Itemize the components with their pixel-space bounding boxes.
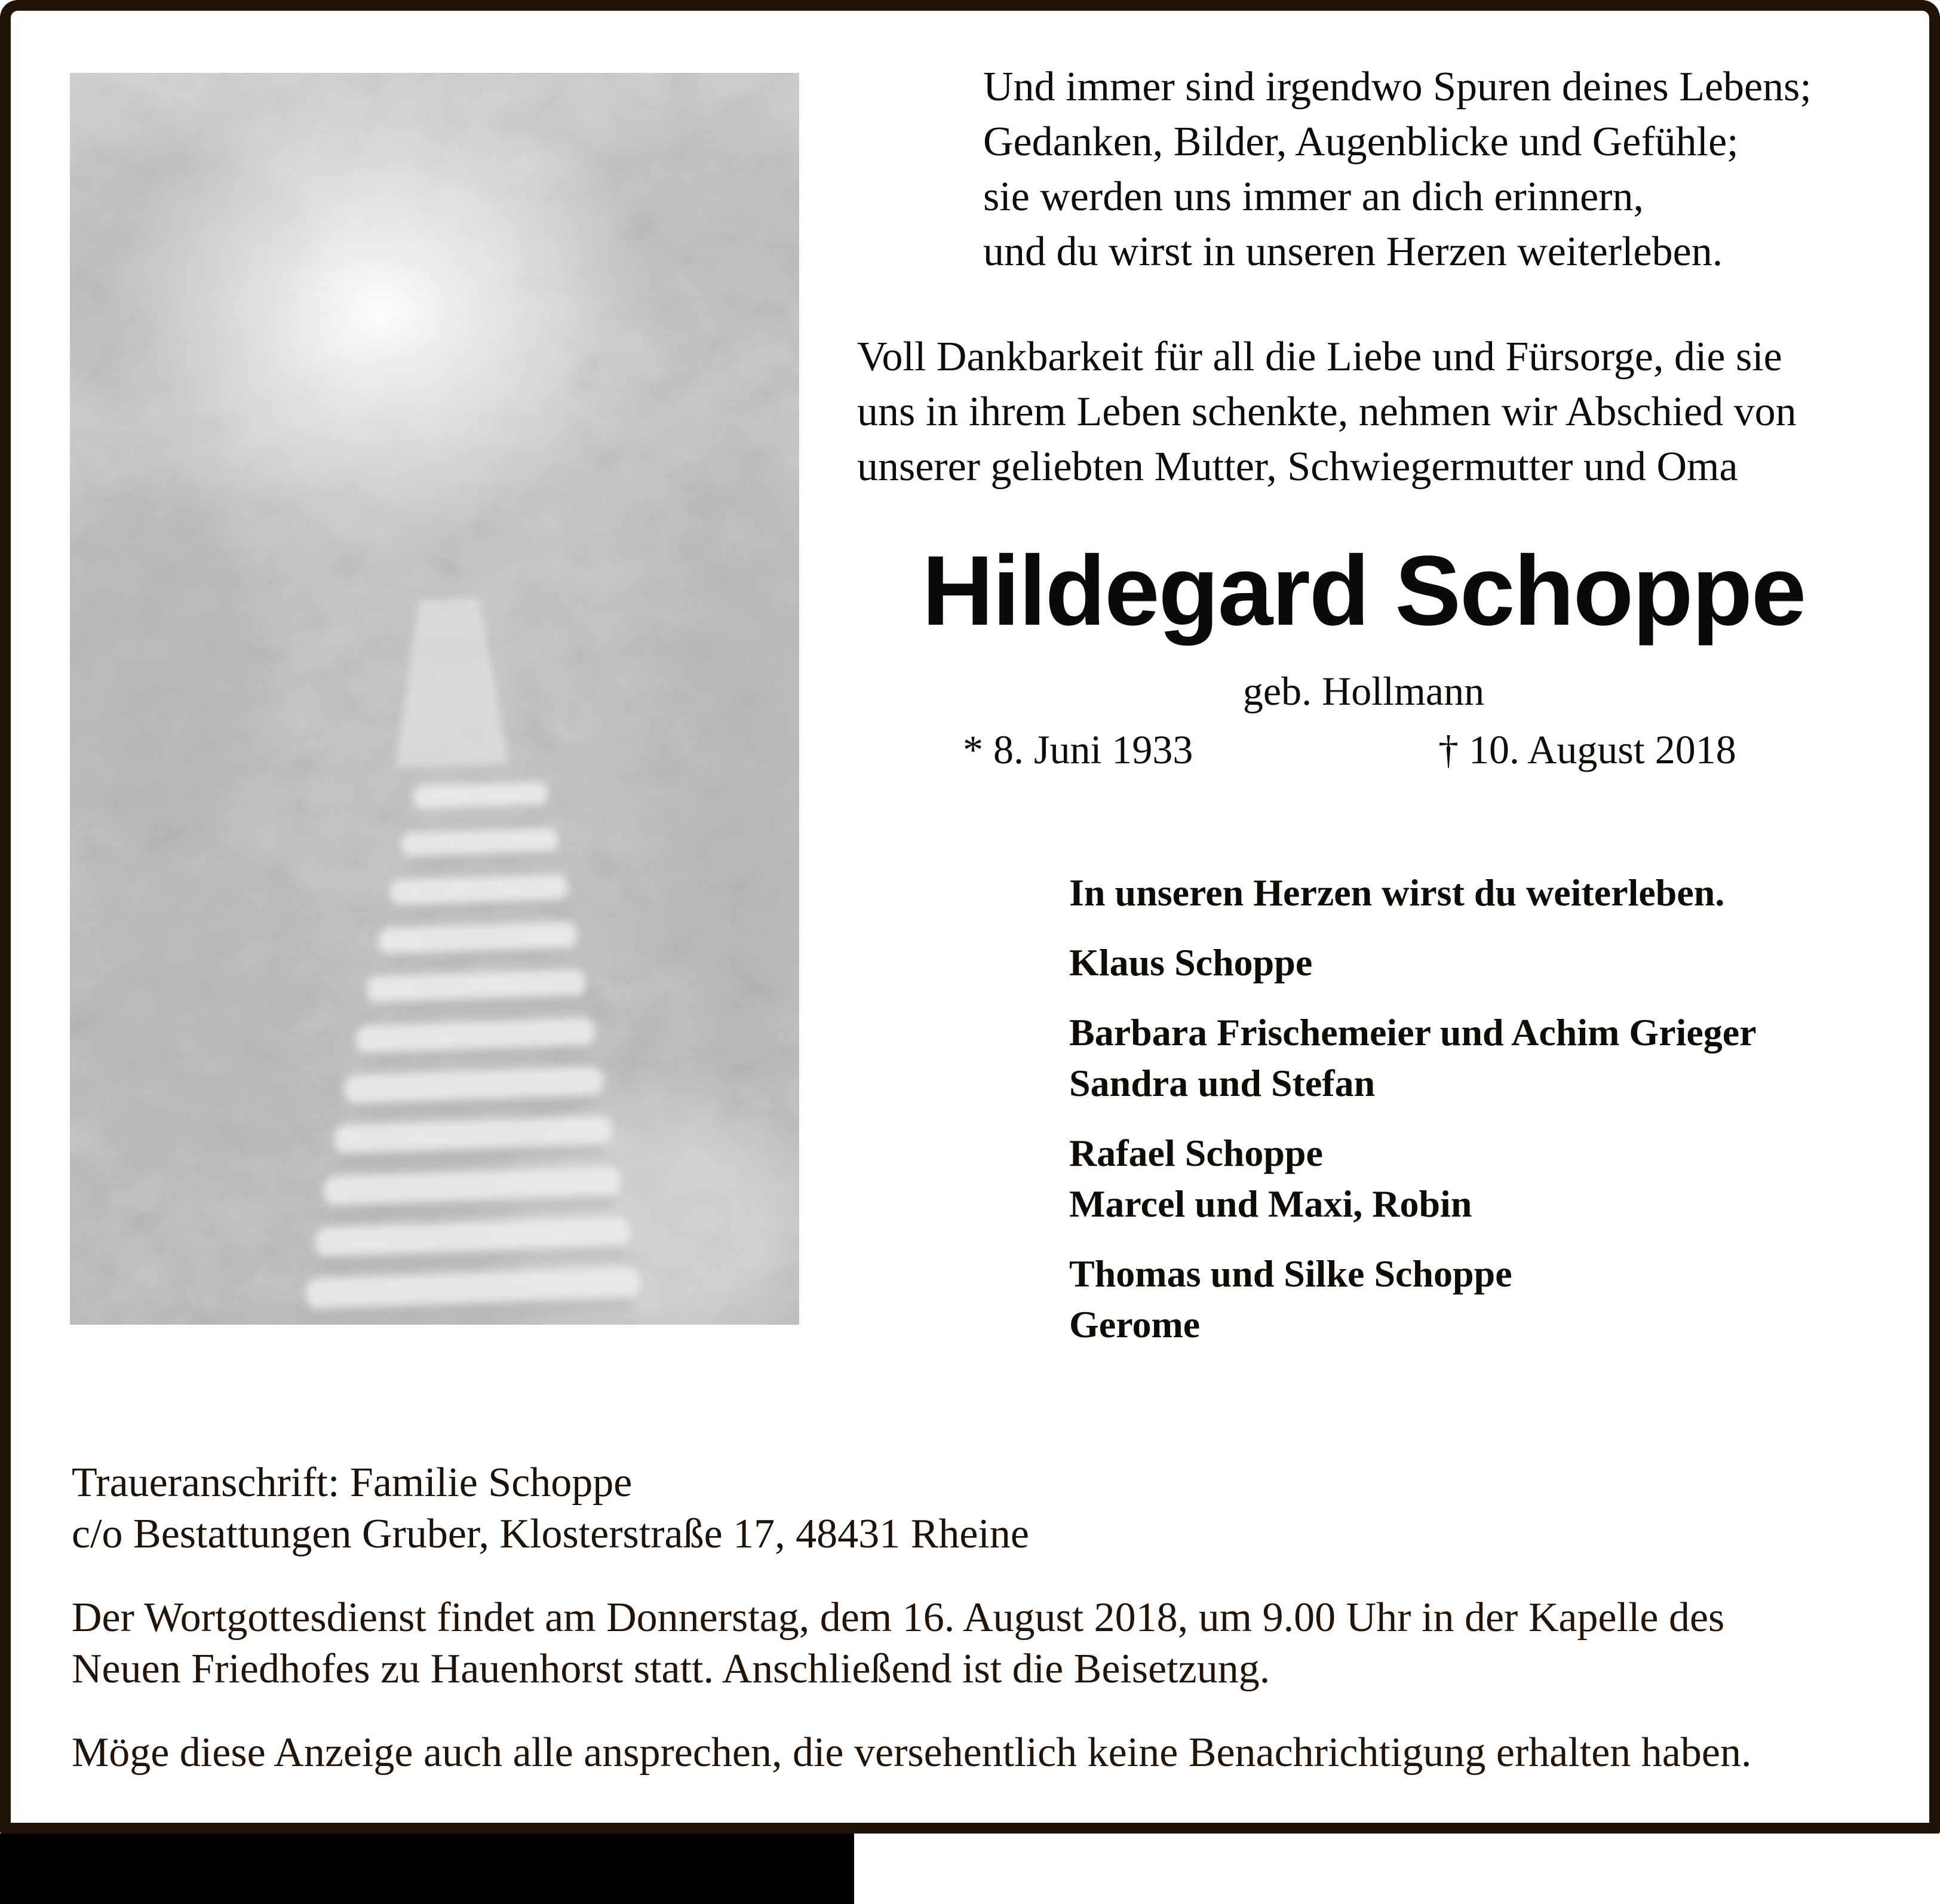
mourner-name: Marcel und Maxi, Robin — [1069, 1183, 1472, 1225]
maiden-name: geb. Hollmann — [1242, 668, 1485, 714]
mourner-name: Barbara Frischemeier und Achim Grieger — [1069, 1011, 1757, 1054]
memorial-poem — [983, 60, 1812, 280]
mourner-group — [1069, 1007, 1757, 1108]
mourner-group — [1069, 1248, 1757, 1350]
service-line: Der Wortgottesdienst findet am Donnerstag, dem 16. August 2018, um 9.00 Uhr in der Kapelle des — [72, 1595, 1725, 1641]
service-line: Neuen Friedhofes zu Hauenhorst statt. Anschließend ist die Beisetzung. — [72, 1646, 1270, 1692]
mourner-name: Thomas und Silke Schoppe — [1069, 1252, 1512, 1295]
mourning-address — [72, 1457, 1029, 1560]
poem-line: Und immer sind irgendwo Spuren deines Lebens; — [983, 64, 1812, 110]
intro-line: unserer geliebten Mutter, Schwiegermutter und Oma — [857, 444, 1738, 490]
mourner-name: Klaus Schoppe — [1069, 941, 1313, 984]
stairway-to-light-image — [70, 73, 799, 1325]
mourner-name: Sandra und Stefan — [1069, 1062, 1376, 1104]
poem-line: Gedanken, Bilder, Augenblicke und Gefühle; — [983, 119, 1739, 165]
mourner-name: Gerome — [1069, 1303, 1201, 1346]
funeral-service-info — [72, 1592, 1724, 1695]
adjacent-ad-fragment — [0, 1834, 854, 1904]
poem-line: und du wirst in unseren Herzen weiterleben. — [983, 229, 1723, 275]
poem-line: sie werden uns immer an dich erinnern, — [983, 174, 1644, 220]
memorial-photo — [70, 73, 799, 1325]
mourners-list — [1069, 867, 1757, 1350]
intro-line: uns in ihrem Leben schenkte, nehmen wir Abschied von — [857, 389, 1797, 435]
death-date: † 10. August 2018 — [1438, 727, 1736, 772]
deceased-name: Hildegard Schoppe — [922, 536, 1806, 646]
address-line: c/o Bestattungen Gruber, Klosterstraße 17, 48431 Rheine — [72, 1511, 1029, 1557]
mourner-name: Rafael Schoppe — [1069, 1132, 1323, 1174]
mourner-group — [1069, 937, 1757, 988]
mourning-lead-line: In unseren Herzen wirst du weiterleben. — [1069, 871, 1725, 914]
address-line: Traueranschrift: Familie Schoppe — [72, 1460, 633, 1506]
mourner-group — [1069, 1128, 1757, 1229]
farewell-intro — [857, 330, 1797, 495]
notification-notice: Möge diese Anzeige auch alle ansprechen, die versehentlich keine Benachrichtigung erhalten haben. — [72, 1730, 1752, 1776]
intro-line: Voll Dankbarkeit für all die Liebe und Fürsorge, die sie — [857, 334, 1782, 380]
birth-date: * 8. Juni 1933 — [963, 727, 1193, 772]
